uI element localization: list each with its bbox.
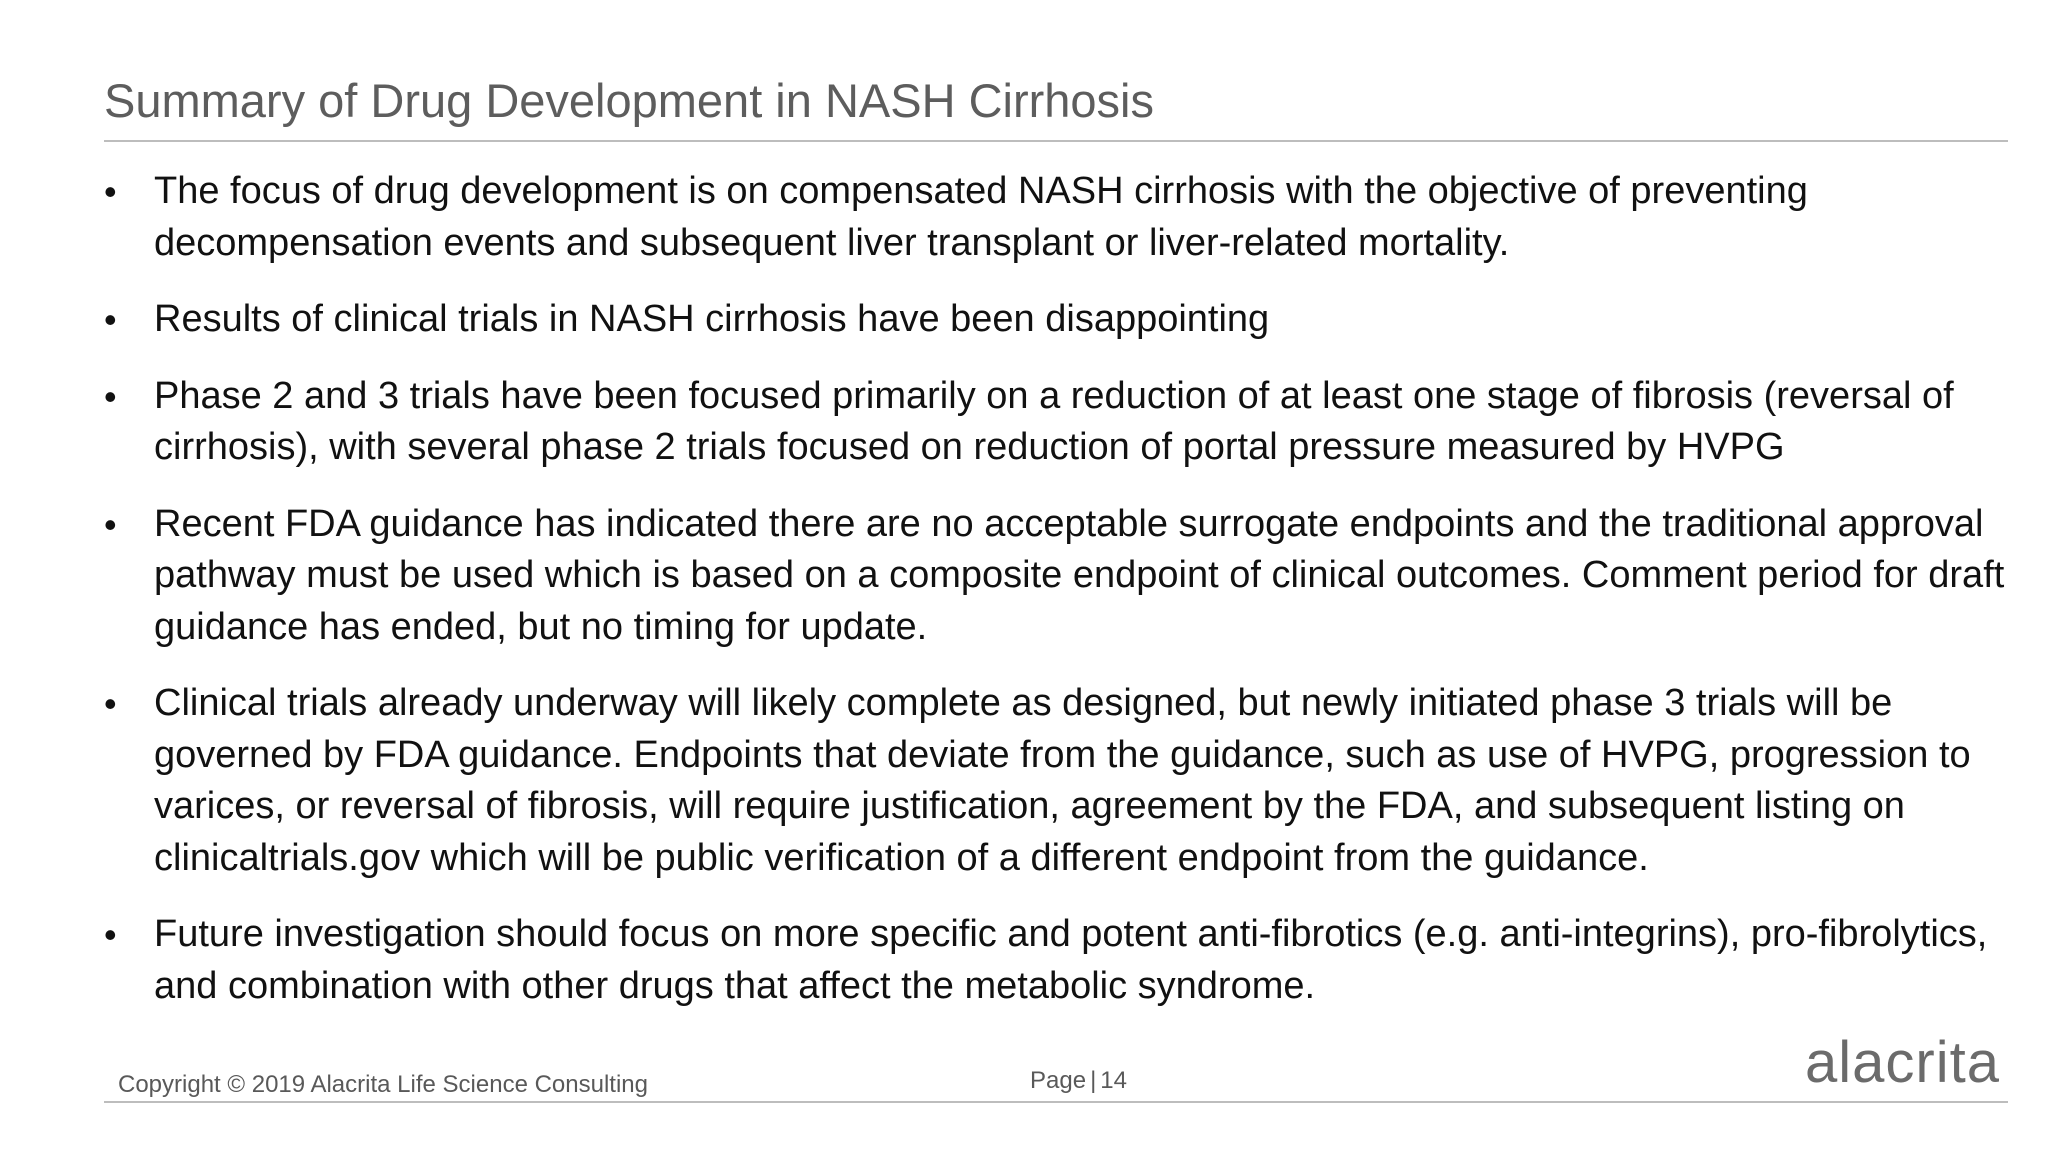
bullet-marker: • — [104, 683, 117, 724]
slide-title: Summary of Drug Development in NASH Cirrhosis — [104, 74, 1154, 127]
bullet-item — [104, 678, 2008, 884]
bullet-marker: • — [104, 375, 117, 417]
bullet-list — [104, 166, 2008, 1037]
page-number: 14 — [1100, 1067, 1127, 1094]
company-logo: alacrita — [1805, 1030, 2000, 1095]
bullet-marker: • — [104, 171, 117, 212]
bullet-text: Future investigation should focus on more specific and potent anti-fibrotics (e.g. anti-integrins), pro-fibrolytics, and combination with other drugs that affect the metabolic syndrome. — [154, 913, 1988, 1007]
title-divider — [104, 140, 2008, 142]
page-indicator — [1030, 1066, 1127, 1096]
bullet-text: Clinical trials already underway will likely complete as designed, but newly initiated phase 3 trials will be governed by FDA guidance. Endpoints that deviate from the guidance, such as use of HVPG, progression to varices, or reversal of fibrosis, will require justification, agreement by the FDA, and subsequent listing on clinicaltrials.gov which will be public verification of a different endpoint from the guidance. — [154, 682, 1971, 879]
bullet-marker: • — [104, 914, 117, 955]
bullet-text: Phase 2 and 3 trials have been focused primarily on a reduction of at least one stage of fibrosis (reversal of cirrhosis), with several phase 2 trials focused on reduction of portal pressure measured by HVPG — [154, 374, 1954, 468]
bullet-item — [104, 166, 2008, 269]
bullet-marker: • — [104, 503, 117, 545]
copyright-notice: Copyright © 2019 Alacrita Life Science Consulting — [118, 1071, 648, 1098]
bullet-item — [104, 371, 2008, 474]
bullet-text: Recent FDA guidance has indicated there are no acceptable surrogate endpoints and the traditional approval pathway must be used which is based on a composite endpoint of clinical outcomes. Comment period for draft guidance has ended, but no timing for update. — [154, 502, 2005, 648]
bullet-item — [104, 294, 2008, 346]
bullet-text: Results of clinical trials in NASH cirrhosis have been disappointing — [154, 298, 1270, 340]
page-separator: | — [1090, 1067, 1097, 1094]
bullet-marker: • — [104, 299, 117, 340]
bullet-text: The focus of drug development is on compensated NASH cirrhosis with the objective of preventing decompensation events and subsequent liver transplant or liver-related mortality. — [154, 170, 1808, 264]
footer-divider — [104, 1101, 2008, 1103]
bullet-item — [104, 499, 2008, 654]
page-label: Page — [1030, 1067, 1087, 1094]
bullet-item — [104, 909, 2008, 1012]
